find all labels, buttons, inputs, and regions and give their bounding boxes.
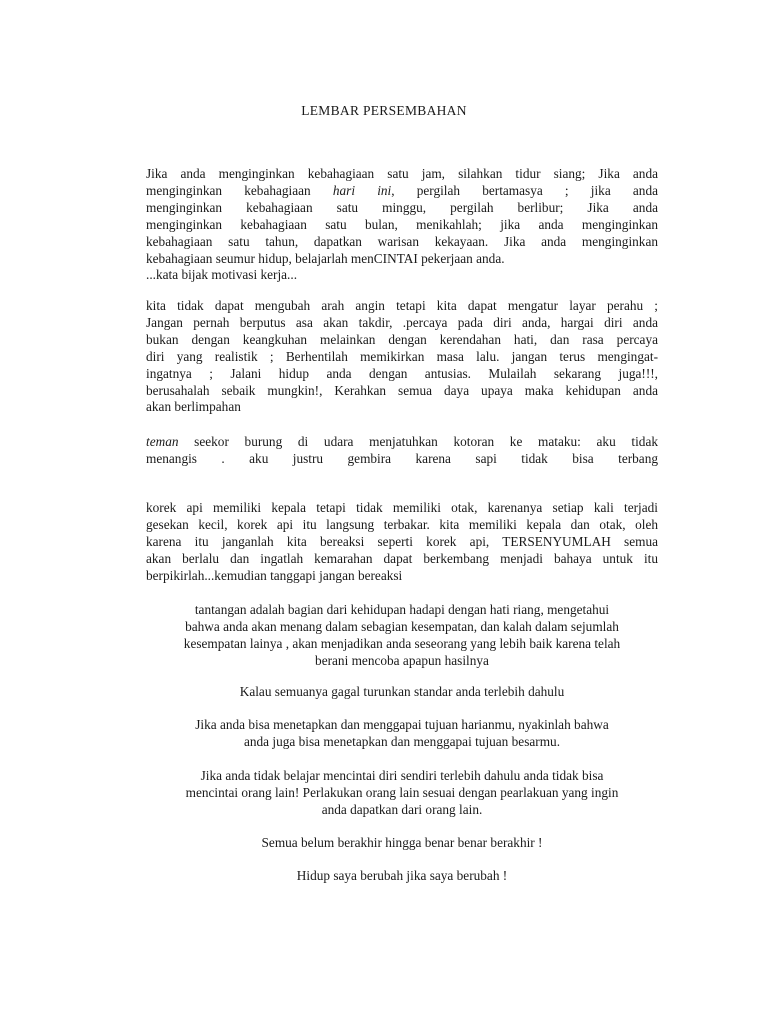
text-line bbox=[146, 183, 658, 200]
paragraph-not-over bbox=[146, 835, 658, 852]
paragraph-goals bbox=[146, 717, 658, 751]
paragraph-standard bbox=[146, 684, 658, 701]
paragraph-bird bbox=[146, 434, 658, 468]
text-line: Jika anda bisa menetapkan dan menggapai tujuan harianmu, nyakinlah bahwa bbox=[195, 717, 609, 732]
text-line: Hidup saya berubah jika saya berubah ! bbox=[296, 868, 508, 883]
text-line: akan berlalu dan ingatlah kemarahan dapat berkembang menjadi bahaya untuk itu bbox=[146, 550, 658, 566]
text-line: berusahalah sebaik mungkin!, Kerahkan semua daya upaya maka kehidupan anda bbox=[146, 382, 658, 398]
text-line: menangis . aku justru gembira karena sapi tidak bisa terbang bbox=[146, 450, 658, 466]
text-line: bukan dengan keangkuhan melainkan dengan kerendahan hati, dan rasa percaya bbox=[146, 331, 658, 347]
text-line: Kalau semuanya gagal turunkan standar anda terlebih dahulu bbox=[239, 684, 565, 699]
text-line: akan berlimpahan bbox=[146, 399, 241, 415]
text-line: berpikirlah...kemudian tanggapi jangan bereaksi bbox=[146, 567, 403, 583]
page-title: LEMBAR PERSEMBAHAN bbox=[301, 103, 467, 118]
text-line: Jika anda menginginkan kebahagiaan satu jam, silahkan tidur siang; Jika anda bbox=[146, 166, 658, 181]
text-line: kita tidak dapat mengubah arah angin tetapi kita dapat mengatur layar perahu ; bbox=[146, 298, 658, 313]
paragraph-change bbox=[146, 868, 658, 885]
text-line: anda juga bisa menetapkan dan menggapai tujuan besarmu. bbox=[243, 733, 561, 749]
italic-word: teman bbox=[146, 434, 179, 449]
italic-phrase: hari ini bbox=[332, 182, 392, 198]
text-line: diri yang realistik ; Berhentilah memikirkan masa lalu. jangan terus mengingat- bbox=[146, 348, 658, 364]
text-line: menginginkan kebahagiaan satu bulan, menikahlah; jika anda menginginkan bbox=[146, 216, 658, 232]
text-segment: seekor burung di udara menjatuhkan kotoran ke mataku: aku tidak bbox=[178, 434, 658, 449]
paragraph-self-love bbox=[146, 768, 658, 819]
text-line: kebahagiaan satu tahun, dapatkan warisan kekayaan. Jika anda menginginkan bbox=[146, 233, 658, 249]
text-line: kesempatan lainya , akan menjadikan anda seseorang yang lebih baik karena telah bbox=[183, 635, 621, 651]
text-line: gesekan kecil, korek api itu langsung terbakar. kita memiliki kepala dan otak, oleh bbox=[146, 516, 658, 532]
text-line bbox=[146, 434, 658, 451]
text-line: menginginkan kebahagiaan satu minggu, pergilah berlibur; Jika anda bbox=[146, 199, 658, 215]
text-line: kebahagiaan seumur hidup, belajarlah menCINTAI pekerjaan anda. bbox=[146, 250, 505, 266]
text-line: Jangan pernah berputus asa akan takdir, .percaya pada diri anda, hargai diri anda bbox=[146, 314, 658, 330]
text-line: Jika anda tidak belajar mencintai diri sendiri terlebih dahulu anda tidak bisa bbox=[200, 768, 604, 783]
text-line: berani mencoba apapun hasilnya bbox=[315, 652, 489, 668]
text-line: bahwa anda akan menang dalam sebagian kesempatan, dan kalah dalam sejumlah bbox=[185, 618, 619, 634]
paragraph-wind bbox=[146, 298, 658, 416]
quote-caption: ...kata bijak motivasi kerja... bbox=[146, 267, 298, 283]
paragraph-match bbox=[146, 500, 658, 585]
text-line: korek api memiliki kepala tetapi tidak memiliki otak, karenanya setiap kali terjadi bbox=[146, 500, 658, 515]
text-line: karena itu janganlah kita bereaksi seperti korek api, TERSENYUMLAH semua bbox=[146, 533, 658, 549]
text-segment: , pergilah bertamasya ; jika anda bbox=[391, 182, 658, 198]
paragraph-happiness bbox=[146, 166, 658, 284]
text-line: Semua belum berakhir hingga benar benar berakhir ! bbox=[261, 835, 543, 850]
text-line: tantangan adalah bagian dari kehidupan hadapi dengan hati riang, mengetahui bbox=[194, 602, 610, 617]
paragraph-challenge bbox=[146, 602, 658, 670]
text-line: anda dapatkan dari orang lain. bbox=[321, 801, 483, 817]
text-segment: menginginkan kebahagiaan bbox=[146, 182, 311, 198]
text-line: ingatnya ; Jalani hidup anda dengan antusias. Mulailah sekarang juga!!!, bbox=[146, 365, 658, 381]
text-line: mencintai orang lain! Perlakukan orang lain sesuai dengan pearlakuan yang ingin bbox=[185, 784, 619, 800]
